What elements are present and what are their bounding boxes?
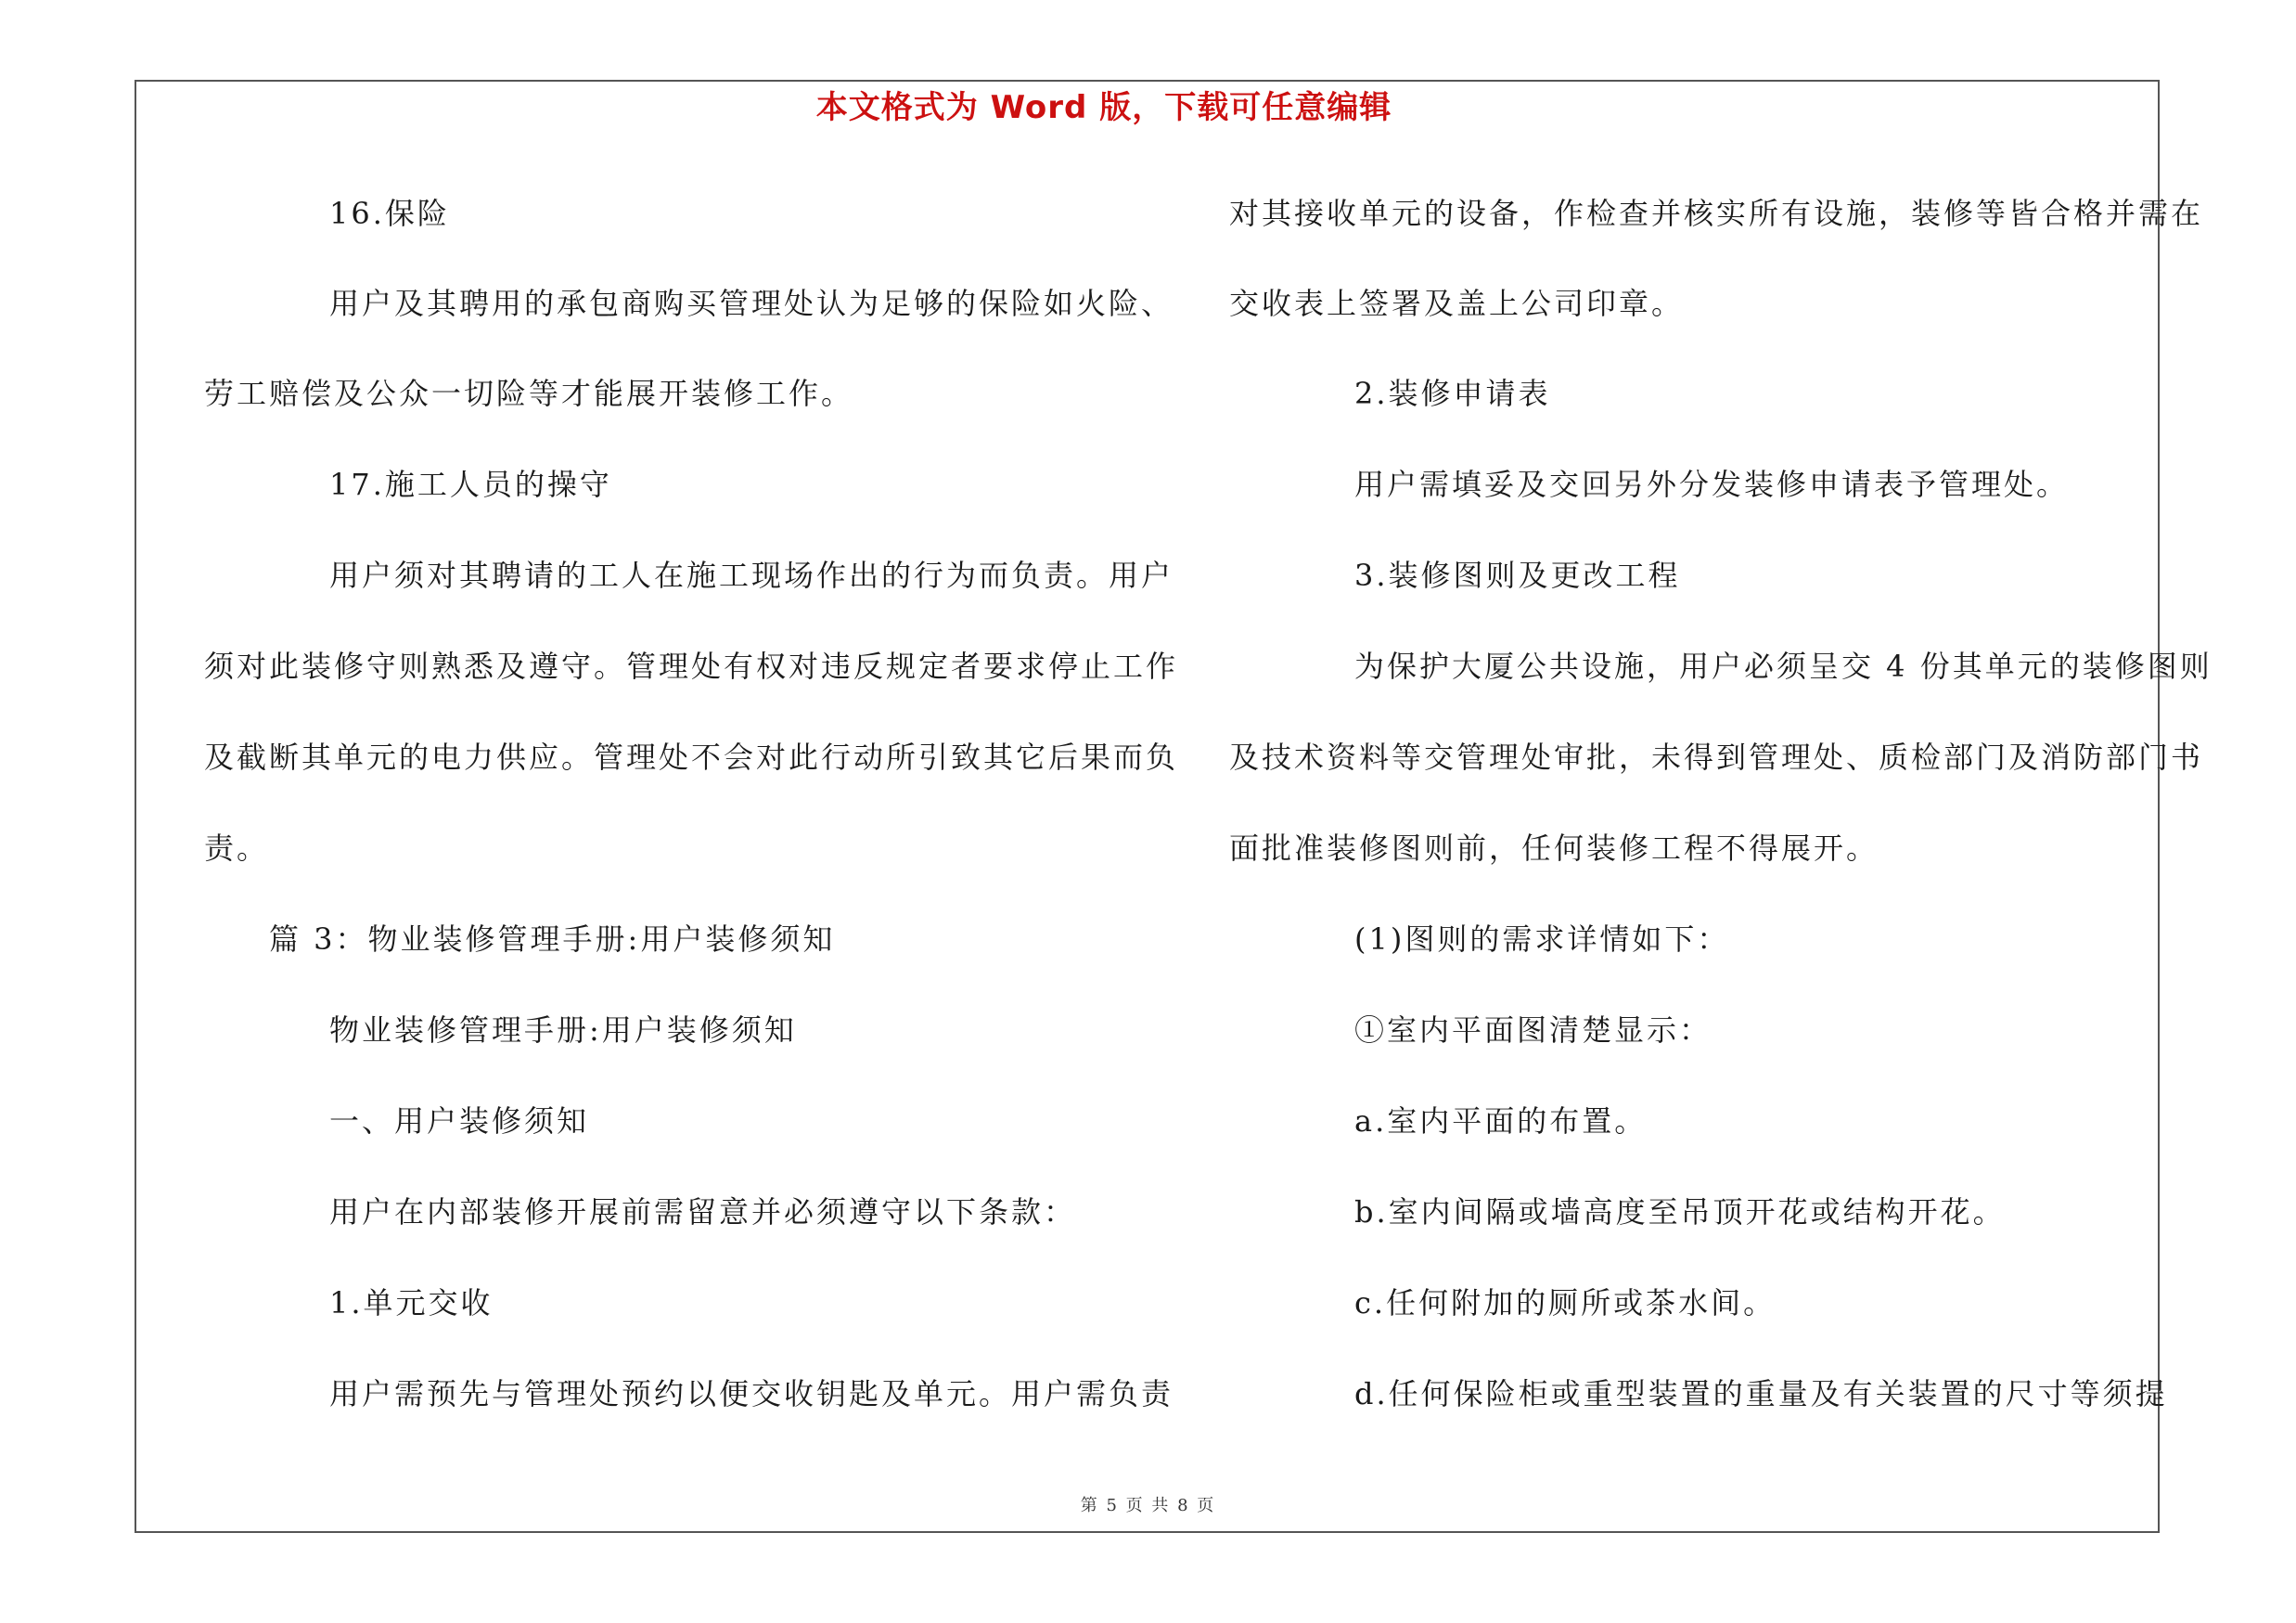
paragraph-line: 用户在内部装修开展前需留意并必须遵守以下条款： bbox=[329, 1194, 1077, 1230]
format-banner: 本文格式为 Word 版，下载可任意编辑 bbox=[815, 89, 1392, 126]
paragraph-line: 为保护大厦公共设施，用户必须呈交 4 份其单元的装修图则 bbox=[1354, 649, 2213, 684]
list-item: b.室内间隔或墙高度至吊顶开花或结构开花。 bbox=[1354, 1194, 2006, 1230]
paragraph-line: 对其接收单元的设备，作检查并核实所有设施，装修等皆合格并需在 bbox=[1229, 196, 2204, 231]
section-heading-1: 一、用户装修须知 bbox=[329, 1103, 590, 1139]
chapter-subtitle: 物业装修管理手册:用户装修须知 bbox=[329, 1012, 797, 1048]
sub-item-heading: ①室内平面图清楚显示： bbox=[1354, 1012, 1712, 1048]
item-heading: 2.装修申请表 bbox=[1354, 376, 1551, 411]
paragraph-line: 面批准装修图则前，任何装修工程不得展开。 bbox=[1229, 831, 1879, 866]
item-heading: 3.装修图则及更改工程 bbox=[1354, 558, 1681, 593]
list-item: d.任何保险柜或重型装置的重量及有关装置的尺寸等须提 bbox=[1354, 1376, 2168, 1411]
item-heading: 1.单元交收 bbox=[329, 1285, 494, 1320]
paragraph-line: 交收表上签署及盖上公司印章。 bbox=[1229, 286, 1685, 321]
paragraph-line: 责。 bbox=[204, 831, 270, 866]
paragraph-line: 用户需填妥及交回另外分发装修申请表予管理处。 bbox=[1354, 467, 2070, 502]
paragraph-line: 劳工赔偿及公众一切险等才能展开装修工作。 bbox=[204, 376, 854, 411]
paragraph-line: 用户需预先与管理处预约以便交收钥匙及单元。用户需负责 bbox=[329, 1376, 1174, 1411]
page-number: 第 5 页 共 8 页 bbox=[1080, 1496, 1216, 1515]
list-item: a.室内平面的布置。 bbox=[1354, 1103, 1648, 1139]
section-heading-16: 16.保险 bbox=[329, 196, 450, 231]
paragraph-line: 用户及其聘用的承包商购买管理处认为足够的保险如火险、 bbox=[329, 286, 1174, 321]
list-item: c.任何附加的厕所或茶水间。 bbox=[1354, 1285, 1777, 1320]
sub-item-heading: (1)图则的需求详情如下： bbox=[1354, 921, 1730, 957]
section-heading-17: 17.施工人员的操守 bbox=[329, 467, 612, 502]
paragraph-line: 及技术资料等交管理处审批，未得到管理处、质检部门及消防部门书 bbox=[1229, 740, 2204, 775]
chapter-heading: 篇 3：物业装修管理手册:用户装修须知 bbox=[269, 921, 836, 957]
paragraph-line: 用户须对其聘请的工人在施工现场作出的行为而负责。用户 bbox=[329, 558, 1174, 593]
paragraph-line: 须对此装修守则熟悉及遵守。管理处有权对违反规定者要求停止工作 bbox=[204, 649, 1179, 684]
paragraph-line: 及截断其单元的电力供应。管理处不会对此行动所引致其它后果而负 bbox=[204, 740, 1179, 775]
